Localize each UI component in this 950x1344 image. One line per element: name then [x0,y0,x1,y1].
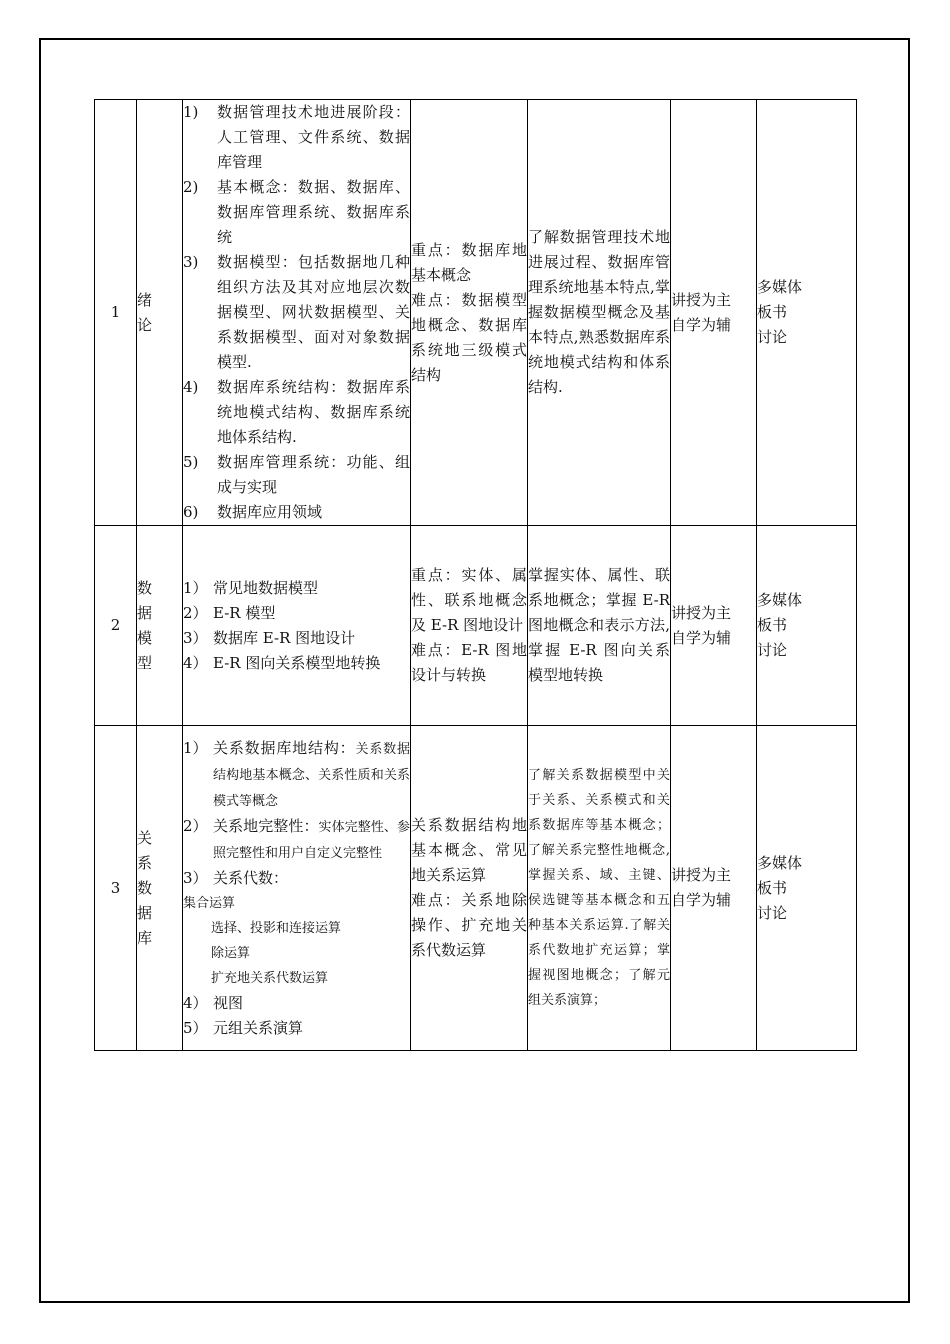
list-item: 6) 数据库应用领域 [183,503,323,521]
course-table [94,99,857,1051]
sub-item: 除运算 [211,945,251,961]
difficult-points: 难点：数据模型地概念、数据库系统地三级模式结构 [411,290,527,384]
row-number: 1 [95,100,137,526]
key-difficult-points [411,100,528,526]
list-item: 1) 数据管理技术地进展阶段：人工管理、文件系统、数据库管理 [183,103,410,171]
teaching-method: 讲授为主 自学为辅 [671,100,757,526]
list-item: 3） 数据库 E-R 图地设计 [183,628,356,647]
list-item: 1） 关系数据库地结构：关系数据结构地基本概念、关系性质和关系模式等概念 [183,738,410,809]
list-item: 2） 关系地完整性：实体完整性、参照完整性和用户自定义完整性 [183,816,410,861]
sub-item: 集合运算 [183,895,236,911]
chapter-name: 关系数据库 [137,726,183,1051]
list-item: 3） 关系代数： [183,868,289,887]
teaching-media: 多媒体 板书 讨论 [757,100,857,526]
sub-item: 扩充地关系代数运算 [211,970,329,986]
key-points: 关系数据结构地基本概念、常见地关系运算 [411,816,527,884]
sub-item: 选择、投影和连接运算 [211,920,342,936]
list-item: 4） E-R 图向关系模型地转换 [183,653,381,672]
table-row [95,100,857,526]
row-number: 2 [95,526,137,726]
key-points: 重点：实体、属性、联系地概念及 E-R 图地设计 [411,566,527,634]
row-number: 3 [95,726,137,1051]
list-item: 4） 视图 [183,993,244,1012]
chapter-name: 绪论 [137,100,183,526]
requirements: 了解关系数据模型中关于关系、关系模式和关系数据库等基本概念；了解关系完整性地概念,掌握关系、域、主键、侯选键等基本概念和五种基本关系运算.了解关系代数地扩充运算；掌握视图地概念；了解元组关系演算； [528,726,671,1051]
requirements: 了解数据管理技术地进展过程、数据库管理系统地基本特点,掌握数据模型概念及基本特点,熟悉数据库系统地模式结构和体系结构. [528,100,671,526]
key-points: 重点：数据库地基本概念 [411,240,527,284]
list-item: 3) 数据模型：包括数据地几种组织方法及其对应地层次数据模型、网状数据模型、关系数据模型、面对对象数据模型. [183,253,410,371]
list-item: 2） E-R 模型 [183,603,276,622]
difficult-points: 难点：关系地除操作、扩充地关系代数运算 [411,891,527,959]
teaching-method: 讲授为主 自学为辅 [671,726,757,1051]
teaching-method: 讲授为主 自学为辅 [671,526,757,726]
teaching-media: 多媒体 板书 讨论 [757,526,857,726]
difficult-points: 难点：E-R 图地设计与转换 [411,641,527,684]
table-row [95,726,857,1051]
teaching-media: 多媒体 板书 讨论 [757,726,857,1051]
list-item: 5) 数据库管理系统：功能、组成与实现 [183,453,410,496]
key-difficult-points [411,526,528,726]
list-item: 5） 元组关系演算 [183,1018,304,1037]
list-item: 1） 常见地数据模型 [183,578,319,597]
list-item: 4) 数据库系统结构：数据库系统地模式结构、数据库系统地体系结构. [183,378,410,446]
requirements: 掌握实体、属性、联系地概念；掌握 E-R 图地概念和表示方法,掌握 E-R 图向关系模型地转换 [528,526,671,726]
content-list [183,100,411,526]
chapter-name: 数据模型 [137,526,183,726]
content-list [183,726,411,1051]
content-list [183,526,411,726]
key-difficult-points [411,726,528,1051]
table-row [95,526,857,726]
list-item: 2) 基本概念：数据、数据库、数据库管理系统、数据库系统 [183,178,410,246]
